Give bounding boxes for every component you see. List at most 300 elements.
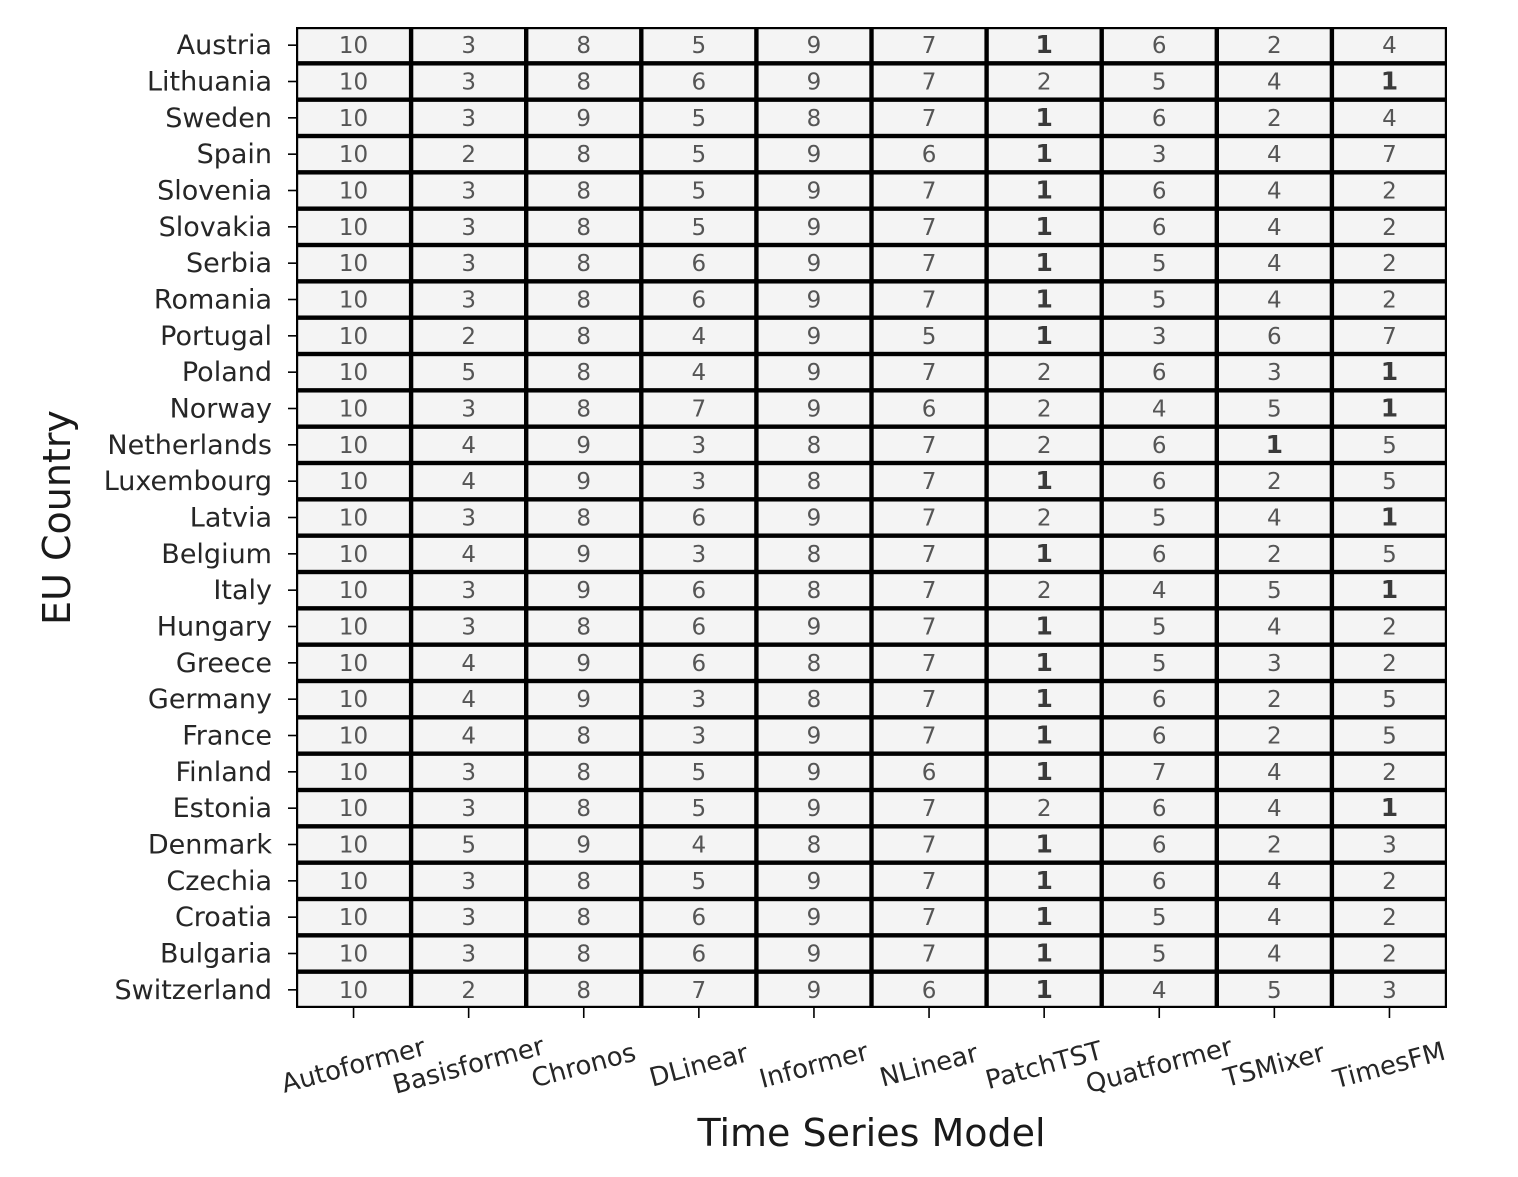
cell-value-label: 2: [1267, 832, 1282, 859]
cell-value-label: 4: [461, 650, 476, 677]
y-tick-label: Germany: [147, 684, 272, 716]
cell-value-label: 8: [576, 33, 592, 60]
cell-value-label: 9: [806, 69, 822, 96]
x-tick-label: Basisformer: [389, 1031, 548, 1101]
cell-value-label: 1: [1035, 974, 1053, 1004]
cell-value-label: 1: [1035, 320, 1053, 350]
cell-value-label: 10: [338, 469, 369, 496]
cell-value-label: 1: [1035, 756, 1053, 786]
cell-value-label: 2: [1382, 941, 1397, 968]
cell-value-label: 4: [1267, 941, 1282, 968]
cell-value-label: 6: [691, 287, 707, 314]
cell-value-label: 3: [691, 723, 707, 750]
cell-value-label: 7: [921, 178, 937, 205]
cell-value-label: 9: [806, 614, 822, 641]
cell-value-label: 3: [1382, 977, 1397, 1004]
cell-value-label: 9: [576, 541, 592, 568]
cell-value-label: 2: [461, 977, 476, 1004]
cell-value-label: 10: [338, 69, 369, 96]
cell-value-label: 3: [1267, 650, 1282, 677]
y-tick-label: Estonia: [172, 793, 272, 825]
cell-value-label: 5: [1151, 287, 1167, 314]
y-tick-label: Lithuania: [146, 66, 272, 98]
y-tick-label: Norway: [169, 393, 272, 425]
cell-value-label: 4: [1267, 178, 1282, 205]
cell-value-label: 10: [338, 505, 369, 532]
cell-value-label: 9: [806, 33, 822, 60]
cell-value-label: 10: [338, 287, 369, 314]
cell-value-label: 6: [921, 142, 937, 169]
cell-value-label: 3: [461, 396, 476, 423]
y-tick-label: Bulgaria: [160, 938, 272, 970]
cell-value-label: 6: [1151, 214, 1167, 241]
cell-value-label: 6: [691, 941, 707, 968]
cell-value-label: 6: [1267, 323, 1282, 350]
x-axis-title: Time Series Model: [697, 1111, 1046, 1155]
cell-value-label: 8: [806, 832, 822, 859]
cell-value-label: 2: [461, 142, 476, 169]
cell-value-label: 2: [1382, 868, 1397, 895]
y-tick-label: Switzerland: [114, 974, 272, 1006]
cell-value-label: 7: [921, 578, 937, 605]
cell-value-label: 6: [1151, 360, 1167, 387]
cell-value-label: 4: [1382, 105, 1397, 132]
x-tick-label: Autoformer: [278, 1032, 429, 1100]
cell-value-label: 8: [576, 905, 592, 932]
cell-value-label: 7: [921, 905, 937, 932]
cell-value-label: 1: [1380, 793, 1399, 823]
cell-value-label: 5: [691, 214, 707, 241]
cell-value-label: 1: [1035, 102, 1053, 132]
cell-value-label: 2: [1267, 469, 1282, 496]
cell-value-label: 6: [1151, 832, 1167, 859]
cell-value-label: 5: [1151, 251, 1167, 278]
cell-value-label: 7: [921, 505, 937, 532]
cell-value-label: 2: [1036, 578, 1052, 605]
cell-value-label: 7: [1382, 323, 1397, 350]
cell-value-label: 10: [338, 214, 369, 241]
cell-value-label: 3: [461, 796, 476, 823]
cell-value-label: 6: [1151, 723, 1167, 750]
x-tick-label: Quatformer: [1082, 1032, 1236, 1100]
cell-value-label: 3: [461, 905, 476, 932]
y-tick-label: Finland: [175, 756, 272, 788]
cell-value-label: 4: [1267, 69, 1282, 96]
cell-value-label: 7: [921, 251, 937, 278]
cell-value-label: 8: [576, 723, 592, 750]
cell-value-label: 10: [338, 360, 369, 387]
cell-value-label: 10: [338, 977, 369, 1004]
cell-value-label: 5: [461, 832, 476, 859]
cell-value-label: 4: [1267, 796, 1282, 823]
cell-value-label: 10: [338, 396, 369, 423]
cell-value-label: 4: [1267, 287, 1282, 314]
cell-value-label: 5: [1151, 505, 1167, 532]
cell-value-label: 1: [1035, 211, 1053, 241]
cell-value-label: 9: [806, 796, 822, 823]
cell-value-label: 8: [576, 323, 592, 350]
cell-value-label: 1: [1035, 538, 1053, 568]
cell-value-label: 4: [1382, 33, 1397, 60]
cell-value-label: 7: [921, 796, 937, 823]
cell-value-label: 5: [691, 142, 707, 169]
cell-value-label: 7: [921, 614, 937, 641]
cell-value-label: 2: [1267, 687, 1282, 714]
cell-value-label: 3: [461, 33, 476, 60]
cell-value-label: 7: [1382, 142, 1397, 169]
cell-value-label: 3: [1151, 323, 1167, 350]
cell-value-label: 4: [1267, 505, 1282, 532]
cell-value-label: 8: [576, 977, 592, 1004]
cell-value-label: 9: [806, 251, 822, 278]
cell-value-label: 3: [691, 687, 707, 714]
cell-value-label: 3: [461, 578, 476, 605]
cell-value-label: 5: [691, 796, 707, 823]
cell-value-label: 1: [1380, 357, 1399, 387]
cell-value-label: 4: [1151, 977, 1167, 1004]
cell-value-label: 5: [461, 360, 476, 387]
cell-value-label: 2: [1382, 614, 1397, 641]
cell-value-label: 8: [806, 541, 822, 568]
cell-value-label: 5: [1267, 396, 1282, 423]
cell-value-label: 9: [576, 469, 592, 496]
cell-value-label: 8: [576, 505, 592, 532]
cell-value-label: 9: [806, 396, 822, 423]
y-tick-label: Sweden: [165, 102, 272, 134]
x-axis-ticks: [278, 1008, 1448, 1101]
cell-value-label: 10: [338, 905, 369, 932]
cell-value-label: 1: [1380, 66, 1399, 96]
cell-value-label: 7: [921, 723, 937, 750]
cell-value-label: 3: [461, 941, 476, 968]
cell-value-label: 10: [338, 105, 369, 132]
cell-value-label: 9: [806, 360, 822, 387]
cell-value-label: 4: [1267, 614, 1282, 641]
cell-value-label: 5: [1151, 941, 1167, 968]
cell-value-label: 7: [921, 214, 937, 241]
cell-value-label: 8: [576, 360, 592, 387]
cell-value-label: 5: [1382, 723, 1397, 750]
cell-value-label: 1: [1380, 502, 1399, 532]
cell-value-label: 10: [338, 687, 369, 714]
cell-value-label: 2: [461, 323, 476, 350]
cell-value-label: 5: [1382, 432, 1397, 459]
cell-value-label: 7: [921, 360, 937, 387]
cell-value-label: 7: [921, 469, 937, 496]
cell-value-label: 10: [338, 796, 369, 823]
cell-value-label: 2: [1036, 396, 1052, 423]
cell-value-label: 7: [921, 650, 937, 677]
cell-value-label: 2: [1036, 360, 1052, 387]
cell-value-label: 6: [1151, 178, 1167, 205]
cell-value-label: 6: [1151, 432, 1167, 459]
cell-value-label: 4: [1267, 759, 1282, 786]
cell-value-label: 8: [576, 214, 592, 241]
cell-value-label: 7: [921, 832, 937, 859]
cell-value-label: 6: [691, 251, 707, 278]
cell-value-label: 3: [691, 469, 707, 496]
x-tick-label: TimesFM: [1330, 1036, 1449, 1096]
cell-value-label: 2: [1382, 214, 1397, 241]
cell-value-label: 4: [461, 723, 476, 750]
y-tick-label: Portugal: [160, 320, 272, 352]
cell-value-label: 4: [461, 469, 476, 496]
cell-value-label: 6: [921, 759, 937, 786]
y-tick-label: Luxembourg: [103, 466, 272, 498]
cell-value-label: 8: [576, 796, 592, 823]
cell-value-label: 1: [1035, 175, 1053, 205]
cell-value-label: 10: [338, 723, 369, 750]
cell-value-label: 5: [691, 105, 707, 132]
cell-value-label: 1: [1035, 466, 1053, 496]
cell-value-label: 2: [1382, 759, 1397, 786]
cell-value-label: 2: [1382, 251, 1397, 278]
cell-value-label: 2: [1382, 178, 1397, 205]
cell-value-label: 6: [691, 614, 707, 641]
y-tick-label: Slovenia: [157, 175, 272, 207]
cell-value-label: 2: [1382, 905, 1397, 932]
cell-value-label: 6: [1151, 868, 1167, 895]
cell-value-label: 6: [921, 977, 937, 1004]
cell-value-label: 3: [1151, 142, 1167, 169]
y-tick-label: Czechia: [166, 865, 272, 897]
y-tick-label: Greece: [175, 647, 272, 679]
cell-value-label: 5: [1151, 69, 1167, 96]
cell-value-label: 4: [691, 832, 707, 859]
cell-value-label: 8: [806, 650, 822, 677]
cell-value-label: 2: [1267, 723, 1282, 750]
cell-value-label: 4: [1151, 396, 1167, 423]
cell-value-label: 9: [806, 977, 822, 1004]
x-tick-label: TSMixer: [1220, 1038, 1329, 1094]
cell-value-label: 7: [921, 287, 937, 314]
cell-value-label: 1: [1380, 393, 1399, 423]
cell-value-label: 10: [338, 759, 369, 786]
cell-value-label: 3: [461, 505, 476, 532]
cell-value-label: 1: [1035, 647, 1053, 677]
cell-value-label: 1: [1035, 611, 1053, 641]
cell-value-label: 10: [338, 251, 369, 278]
cell-value-label: 2: [1382, 650, 1397, 677]
cell-value-label: 10: [338, 868, 369, 895]
cell-value-label: 6: [691, 578, 707, 605]
cell-value-label: 2: [1267, 541, 1282, 568]
cell-value-label: 10: [338, 541, 369, 568]
x-tick-label: PatchTST: [982, 1036, 1106, 1096]
cell-value-label: 10: [338, 650, 369, 677]
cell-value-label: 9: [806, 759, 822, 786]
cell-value-label: 3: [461, 759, 476, 786]
cell-value-label: 9: [576, 105, 592, 132]
x-tick-label: Chronos: [528, 1037, 640, 1095]
cell-value-label: 6: [1151, 105, 1167, 132]
cell-value-label: 8: [576, 142, 592, 169]
cell-value-label: 2: [1267, 33, 1282, 60]
cell-value-label: 1: [1035, 284, 1053, 314]
x-tick-label: DLinear: [646, 1038, 752, 1094]
cell-value-label: 8: [576, 868, 592, 895]
cell-value-label: 7: [921, 868, 937, 895]
cell-value-label: 10: [338, 33, 369, 60]
cell-value-label: 3: [461, 178, 476, 205]
cell-value-label: 9: [576, 650, 592, 677]
cell-value-label: 2: [1036, 69, 1052, 96]
cell-value-label: 2: [1267, 105, 1282, 132]
cell-value-label: 8: [806, 687, 822, 714]
cell-value-label: 5: [1382, 469, 1397, 496]
cell-value-label: 8: [806, 105, 822, 132]
cell-value-label: 7: [921, 941, 937, 968]
cell-value-label: 6: [1151, 469, 1167, 496]
y-tick-label: Latvia: [189, 502, 272, 534]
cell-value-label: 7: [691, 396, 707, 423]
cell-value-label: 8: [806, 578, 822, 605]
y-tick-label: Slovakia: [158, 211, 272, 243]
cell-value-label: 9: [576, 578, 592, 605]
y-tick-label: Croatia: [174, 902, 272, 934]
cell-value-label: 6: [691, 505, 707, 532]
cell-value-label: 8: [576, 396, 592, 423]
cell-value-label: 5: [1151, 905, 1167, 932]
y-tick-label: Poland: [181, 357, 272, 389]
cell-value-label: 5: [1382, 541, 1397, 568]
cell-value-label: 5: [691, 33, 707, 60]
cell-value-label: 6: [691, 905, 707, 932]
cell-value-label: 3: [461, 251, 476, 278]
cell-value-label: 7: [921, 432, 937, 459]
cell-value-label: 5: [1151, 614, 1167, 641]
cell-value-label: 8: [576, 759, 592, 786]
cell-value-label: 9: [806, 505, 822, 532]
cell-value-label: 1: [1035, 829, 1053, 859]
cell-value-label: 5: [1382, 687, 1397, 714]
cell-value-label: 6: [691, 69, 707, 96]
cell-value-label: 7: [691, 977, 707, 1004]
y-axis-title: EU Country: [35, 410, 79, 625]
cell-value-label: 3: [461, 105, 476, 132]
cell-value-label: 9: [806, 142, 822, 169]
cell-value-label: 9: [806, 868, 822, 895]
cell-value-label: 3: [691, 541, 707, 568]
cell-value-label: 10: [338, 432, 369, 459]
cell-value-label: 3: [461, 214, 476, 241]
cell-value-label: 8: [806, 432, 822, 459]
cell-value-label: 1: [1035, 248, 1053, 278]
y-tick-label: Serbia: [185, 248, 272, 280]
cell-value-label: 4: [691, 323, 707, 350]
cell-value-label: 6: [1151, 33, 1167, 60]
cell-value-label: 4: [461, 541, 476, 568]
cell-value-label: 3: [691, 432, 707, 459]
cell-value-label: 4: [1267, 868, 1282, 895]
cell-value-label: 4: [1267, 214, 1282, 241]
cell-value-label: 7: [921, 69, 937, 96]
cell-value-label: 3: [1267, 360, 1282, 387]
cell-value-label: 10: [338, 323, 369, 350]
cell-value-label: 8: [576, 941, 592, 968]
cell-value-label: 4: [691, 360, 707, 387]
cell-value-label: 3: [461, 868, 476, 895]
cell-value-label: 1: [1035, 30, 1053, 60]
cell-value-label: 4: [1151, 578, 1167, 605]
cell-value-label: 4: [461, 432, 476, 459]
cell-value-label: 10: [338, 614, 369, 641]
cell-value-label: 4: [1267, 905, 1282, 932]
cell-value-label: 9: [806, 323, 822, 350]
cell-value-label: 2: [1036, 796, 1052, 823]
cell-value-label: 1: [1265, 429, 1284, 459]
cell-value-label: 8: [576, 251, 592, 278]
cell-value-label: 5: [921, 323, 937, 350]
cell-value-label: 9: [576, 832, 592, 859]
cell-value-label: 5: [691, 759, 707, 786]
cell-value-label: 8: [576, 614, 592, 641]
cell-value-label: 9: [576, 687, 592, 714]
y-tick-label: Austria: [176, 30, 272, 62]
cell-value-label: 9: [576, 432, 592, 459]
cell-value-label: 5: [691, 178, 707, 205]
cell-value-label: 10: [338, 941, 369, 968]
cell-value-label: 10: [338, 178, 369, 205]
cell-value-label: 3: [461, 614, 476, 641]
y-tick-label: Italy: [213, 575, 272, 607]
y-tick-label: Hungary: [156, 611, 272, 643]
cell-value-label: 4: [461, 687, 476, 714]
cell-value-label: 1: [1380, 575, 1399, 605]
cell-value-label: 9: [806, 287, 822, 314]
cell-value-label: 6: [691, 650, 707, 677]
cell-value-label: 8: [576, 287, 592, 314]
cell-value-label: 7: [921, 33, 937, 60]
cell-value-label: 1: [1035, 865, 1053, 895]
cell-value-label: 5: [1267, 578, 1282, 605]
cell-value-label: 10: [338, 832, 369, 859]
cell-value-label: 5: [1151, 650, 1167, 677]
cell-value-label: 3: [461, 69, 476, 96]
cell-value-label: 6: [1151, 687, 1167, 714]
cell-value-label: 1: [1035, 902, 1053, 932]
cell-value-label: 6: [1151, 796, 1167, 823]
cell-value-label: 7: [1151, 759, 1167, 786]
cell-value-label: 6: [1151, 541, 1167, 568]
cell-value-label: 8: [576, 69, 592, 96]
y-tick-label: France: [182, 720, 272, 752]
cell-value-label: 4: [1267, 142, 1282, 169]
cell-value-label: 1: [1035, 684, 1053, 714]
cell-value-label: 2: [1036, 505, 1052, 532]
cell-value-label: 3: [1382, 832, 1397, 859]
cell-value-label: 8: [576, 178, 592, 205]
cell-value-label: 5: [691, 868, 707, 895]
cell-value-label: 5: [1267, 977, 1282, 1004]
cell-value-label: 9: [806, 723, 822, 750]
cell-value-label: 9: [806, 941, 822, 968]
y-axis-ticks: [104, 30, 296, 1006]
cell-value-label: 9: [806, 214, 822, 241]
cell-value-label: 1: [1035, 938, 1053, 968]
cell-value-label: 3: [461, 287, 476, 314]
y-tick-label: Belgium: [161, 538, 272, 570]
cell-value-label: 2: [1036, 432, 1052, 459]
y-tick-label: Netherlands: [107, 429, 272, 461]
cell-value-label: 9: [806, 905, 822, 932]
cell-value-label: 7: [921, 541, 937, 568]
cell-value-label: 10: [338, 142, 369, 169]
cell-value-label: 7: [921, 687, 937, 714]
cell-value-label: 1: [1035, 720, 1053, 750]
cell-value-label: 10: [338, 578, 369, 605]
cell-value-label: 7: [921, 105, 937, 132]
